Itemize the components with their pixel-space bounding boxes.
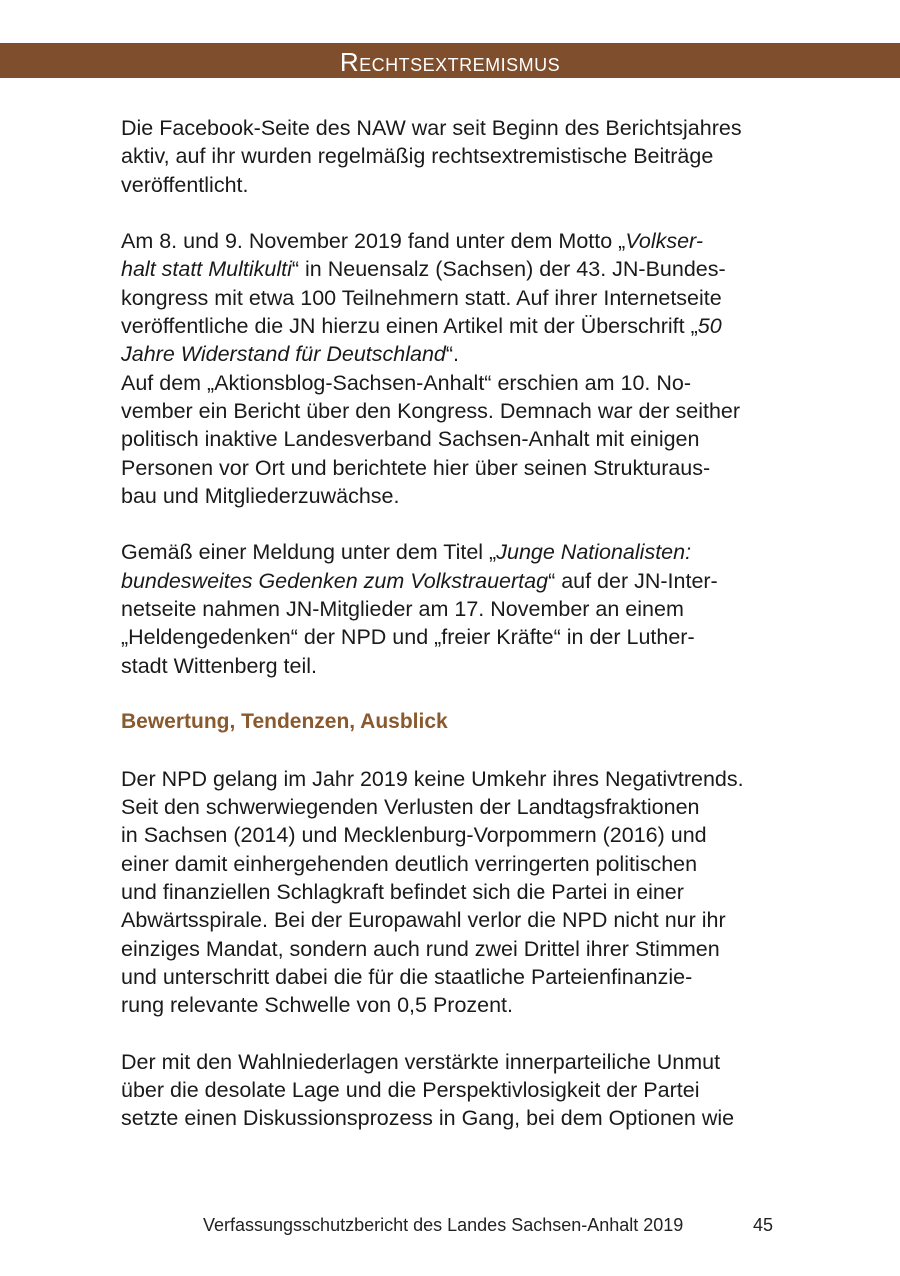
document-body bbox=[121, 114, 781, 1133]
subsection-heading: Bewertung, Tendenzen, Ausblick bbox=[121, 710, 448, 734]
text-line: stadt Wittenberg teil. bbox=[121, 653, 317, 678]
text-line: Auf dem „Aktionsblog-Sachsen-Anhalt“ erschien am 10. No- bbox=[121, 370, 692, 395]
paragraph-unmut bbox=[121, 1048, 781, 1133]
italic-title: Junge Nationalisten: bbox=[496, 540, 692, 565]
text-line: halt statt Multikulti“ in Neuensalz (Sachsen) der 43. JN-Bundes- bbox=[121, 257, 726, 282]
paragraph-aktionsblog bbox=[121, 369, 781, 510]
paragraph-heldengedenken bbox=[121, 538, 781, 679]
page-number: 45 bbox=[753, 1215, 774, 1235]
italic-title: halt statt Multikulti bbox=[121, 257, 292, 282]
text-line: setzte einen Diskussionsprozess in Gang, bei dem Optionen wie bbox=[121, 1106, 735, 1131]
italic-title: 50 bbox=[697, 314, 722, 339]
italic-title: Jahre Widerstand für Deutschland bbox=[121, 342, 446, 367]
text-line: über die desolate Lage und die Perspektivlosigkeit der Partei bbox=[121, 1078, 700, 1103]
text-line: Am 8. und 9. November 2019 fand unter dem Motto „Volkser- bbox=[121, 229, 703, 254]
paragraph-npd-negativtrend bbox=[121, 765, 781, 1020]
text-line: Abwärtsspirale. Bei der Europawahl verlor die NPD nicht nur ihr bbox=[121, 908, 726, 933]
text-line: netseite nahmen JN-Mitglieder am 17. November an einem bbox=[121, 597, 684, 622]
text-line: Der NPD gelang im Jahr 2019 keine Umkehr ihres Negativtrends. bbox=[121, 766, 744, 791]
text-line: Jahre Widerstand für Deutschland“. bbox=[121, 342, 460, 367]
text-line: und unterschritt dabei die für die staatliche Parteienfinanzie- bbox=[121, 964, 693, 989]
text-line: Gemäß einer Meldung unter dem Titel „Junge Nationalisten: bbox=[121, 540, 692, 565]
text-line: Die Facebook-Seite des NAW war seit Beginn des Berichtsjahres bbox=[121, 116, 742, 140]
section-title: Rechtsextremismus bbox=[339, 47, 561, 77]
text-line: vember ein Bericht über den Kongress. Demnach war der seither bbox=[121, 398, 741, 423]
text-line: veröffentliche die JN hierzu einen Artikel mit der Überschrift „50 bbox=[121, 314, 722, 339]
text-line: Personen vor Ort und berichtete hier über seinen Strukturaus- bbox=[121, 455, 711, 480]
text-line: einziges Mandat, sondern auch rund zwei Drittel ihrer Stimmen bbox=[121, 936, 720, 961]
text-line: „Heldengedenken“ der NPD und „freier Kräfte“ in der Luther- bbox=[121, 625, 695, 650]
text-line: Der mit den Wahlniederlagen verstärkte innerparteiliche Unmut bbox=[121, 1049, 721, 1074]
text-line: rung relevante Schwelle von 0,5 Prozent. bbox=[121, 993, 514, 1018]
text-line: in Sachsen (2014) und Mecklenburg-Vorpommern (2016) und bbox=[121, 823, 707, 848]
text-line: einer damit einhergehenden deutlich verringerten politischen bbox=[121, 851, 698, 876]
text-line: bau und Mitgliederzuwächse. bbox=[121, 483, 400, 508]
italic-title: bundesweites Gedenken zum Volkstrauertag bbox=[121, 568, 549, 593]
text-line: kongress mit etwa 100 Teilnehmern statt. Auf ihrer Internetseite bbox=[121, 285, 722, 310]
text-line: aktiv, auf ihr wurden regelmäßig rechtsextremistische Beiträge bbox=[121, 144, 714, 169]
text-line: politisch inaktive Landesverband Sachsen-Anhalt mit einigen bbox=[121, 427, 700, 452]
footer-publication-title: Verfassungsschutzbericht des Landes Sachsen-Anhalt 2019 bbox=[203, 1215, 684, 1235]
italic-title: Volkser- bbox=[625, 229, 703, 254]
text-line: veröffentlicht. bbox=[121, 172, 249, 197]
paragraph-jn-bundeskongress bbox=[121, 227, 781, 368]
text-line: bundesweites Gedenken zum Volkstrauertag“ auf der JN-Inter- bbox=[121, 568, 718, 593]
text-line: und finanziellen Schlagkraft befindet sich die Partei in einer bbox=[121, 880, 684, 905]
text-line: Seit den schwerwiegenden Verlusten der Landtagsfraktionen bbox=[121, 795, 700, 820]
paragraph-facebook-naw bbox=[121, 114, 781, 199]
